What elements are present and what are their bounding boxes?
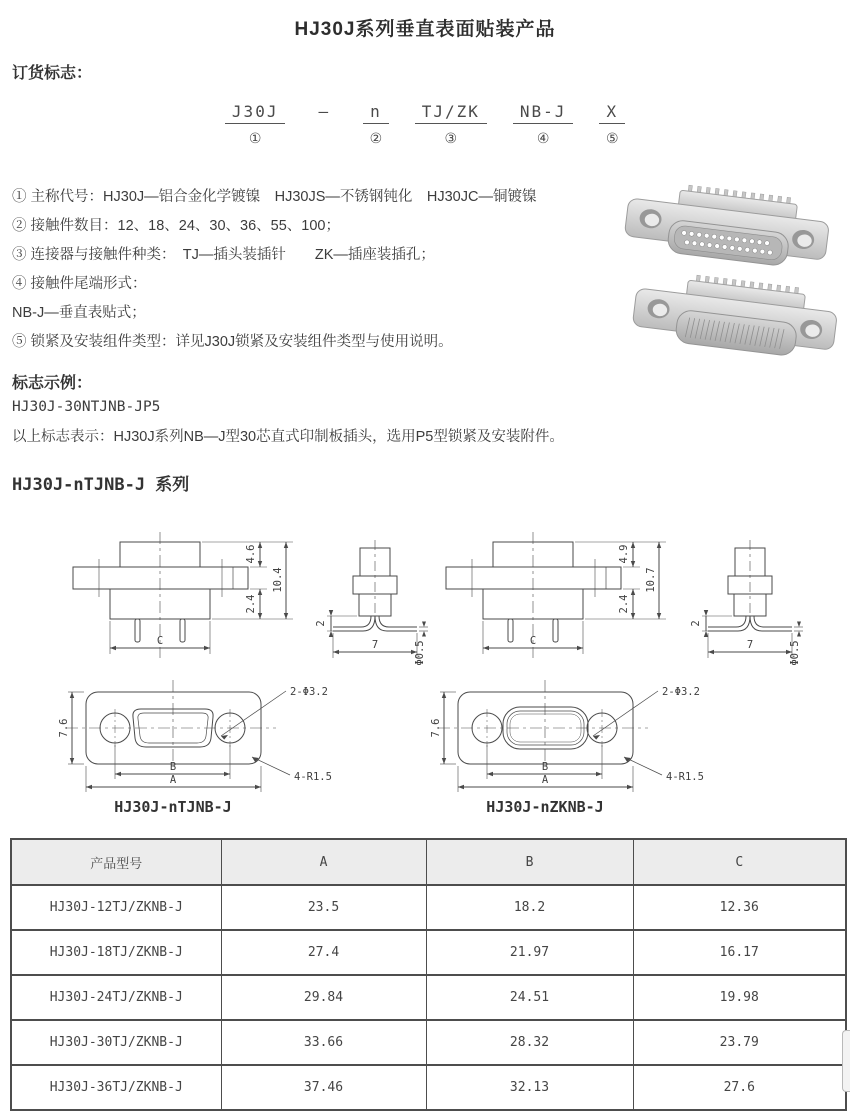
col-header-model: 产品型号 — [11, 839, 221, 885]
segment-number: ⑤ — [605, 131, 619, 147]
dim-a-cell: 23.5 — [221, 885, 426, 930]
dim-10-4: 10.4 — [272, 567, 284, 593]
dim-7: 7 — [371, 639, 379, 651]
example-description: 以上标志表示：HJ30J系列NB—J型30芯直式印制板插头，选用P5型锁紧及安装附件。 — [12, 429, 564, 445]
dim-a: A — [169, 774, 177, 786]
dim-c-cell: 19.98 — [633, 975, 846, 1020]
model-cell: HJ30J-12TJ/ZKNB-J — [11, 885, 221, 930]
segment-code: J30J — [225, 102, 286, 124]
note-line: ③ 连接器与接触件种类： TJ—插头装插针 ZK—插座装插孔； — [12, 247, 435, 263]
dim-b-cell: 24.51 — [426, 975, 633, 1020]
dim-b-cell: 32.13 — [426, 1065, 633, 1110]
model-cell: HJ30J-36TJ/ZKNB-J — [11, 1065, 221, 1110]
segment-number: ② — [369, 131, 383, 147]
dim-4-r1-5: 4-R1.5 — [666, 771, 704, 783]
code-segment — [415, 102, 487, 147]
dim-a-cell: 29.84 — [221, 975, 426, 1020]
dimension-table — [10, 838, 847, 1111]
tj-face-label: HJ30J-nTJNB-J — [114, 798, 232, 816]
note-line: NB-J—垂直表贴式； — [12, 305, 146, 321]
note-line: ① 主称代号：HJ30J—铝合金化学镀镍 HJ30JS—不锈钢钝化 HJ30JC—铜镀镍 — [12, 189, 537, 205]
example-heading: 标志示例： — [12, 375, 93, 392]
model-cell: HJ30J-24TJ/ZKNB-J — [11, 975, 221, 1020]
dim-c: C — [529, 635, 537, 647]
table-row — [11, 975, 846, 1020]
col-header-b: B — [426, 839, 633, 885]
dim-7-6: 7.6 — [430, 718, 442, 738]
table-row — [11, 885, 846, 930]
dim-c-cell: 27.6 — [633, 1065, 846, 1110]
dim-b-cell: 21.97 — [426, 930, 633, 975]
col-header-c: C — [633, 839, 846, 885]
dim-4-9: 4.9 — [618, 544, 630, 564]
dim-a-cell: 33.66 — [221, 1020, 426, 1065]
connector-photos — [622, 182, 840, 368]
table-header-row — [11, 839, 846, 885]
segment-number: ③ — [444, 131, 458, 147]
model-cell: HJ30J-18TJ/ZKNB-J — [11, 930, 221, 975]
dim-2: 2 — [315, 620, 327, 627]
dim-10-7: 10.7 — [645, 567, 657, 593]
code-segment — [599, 102, 625, 147]
segment-code: X — [599, 102, 625, 124]
dim-2: 2 — [690, 620, 702, 627]
model-cell: HJ30J-30TJ/ZKNB-J — [11, 1020, 221, 1065]
dim-c-cell: 12.36 — [633, 885, 846, 930]
dim-4-r1-5: 4-R1.5 — [294, 771, 332, 783]
col-header-a: A — [221, 839, 426, 885]
tj-front-view-drawing — [55, 532, 305, 664]
code-segment — [225, 102, 286, 147]
dim-b-cell: 28.32 — [426, 1020, 633, 1065]
code-segment — [363, 102, 389, 147]
dim-d0-5: Φ0.5 — [414, 640, 426, 666]
series-heading: HJ30J-nTJNB-J 系列 — [12, 475, 190, 495]
tj-side-view-drawing — [315, 540, 430, 670]
segment-code: n — [363, 102, 389, 124]
table-row — [11, 1065, 846, 1110]
ordering-heading: 订货标志： — [12, 65, 93, 82]
pin-connector-photo — [631, 268, 840, 361]
tj-face-view-drawing — [58, 678, 373, 796]
code-segment — [513, 102, 574, 147]
segment-code: TJ/ZK — [415, 102, 487, 124]
socket-connector-photo — [623, 182, 832, 271]
segment-code: NB-J — [513, 102, 574, 124]
zk-face-label: HJ30J-nZKNB-J — [486, 798, 604, 816]
dim-c-cell: 23.79 — [633, 1020, 846, 1065]
dim-7: 7 — [746, 639, 754, 651]
dim-2-phi3-2: 2-Φ3.2 — [662, 686, 700, 698]
dim-c: C — [156, 635, 164, 647]
table-row — [11, 930, 846, 975]
dim-2-phi3-2: 2-Φ3.2 — [290, 686, 328, 698]
zk-front-view-drawing — [428, 532, 678, 664]
zk-side-view-drawing — [690, 540, 805, 670]
segment-number: ① — [248, 131, 262, 147]
part-number-diagram — [0, 102, 850, 147]
segment-code: — — [318, 102, 331, 121]
dim-b: B — [541, 761, 549, 773]
dim-d0-5: Φ0.5 — [789, 640, 801, 666]
note-line: ④ 接触件尾端形式： — [12, 276, 147, 292]
table-row — [11, 1020, 846, 1065]
dim-c-cell: 16.17 — [633, 930, 846, 975]
dim-2-4: 2.4 — [245, 594, 257, 614]
segment-number: ④ — [536, 131, 550, 147]
note-line: ② 接触件数目：12、18、24、30、36、55、100； — [12, 218, 340, 234]
dim-b-cell: 18.2 — [426, 885, 633, 930]
page-title: HJ30J系列垂直表面贴装产品 — [294, 19, 556, 40]
dim-7-6: 7.6 — [58, 718, 70, 738]
example-part-code: HJ30J-30NTJNB-JP5 — [12, 399, 161, 415]
dim-4-6: 4.6 — [245, 544, 257, 564]
note-line: ⑤ 锁紧及安装组件类型：详见J30J锁紧及安装组件类型与使用说明。 — [12, 334, 453, 350]
dim-a: A — [541, 774, 549, 786]
ordering-notes — [12, 183, 627, 357]
dim-a-cell: 37.46 — [221, 1065, 426, 1110]
scrollbar-thumb[interactable] — [842, 1030, 850, 1092]
dim-b: B — [169, 761, 177, 773]
dim-2-4: 2.4 — [618, 594, 630, 614]
zk-face-view-drawing — [430, 678, 745, 796]
code-segment — [311, 102, 337, 147]
dim-a-cell: 27.4 — [221, 930, 426, 975]
